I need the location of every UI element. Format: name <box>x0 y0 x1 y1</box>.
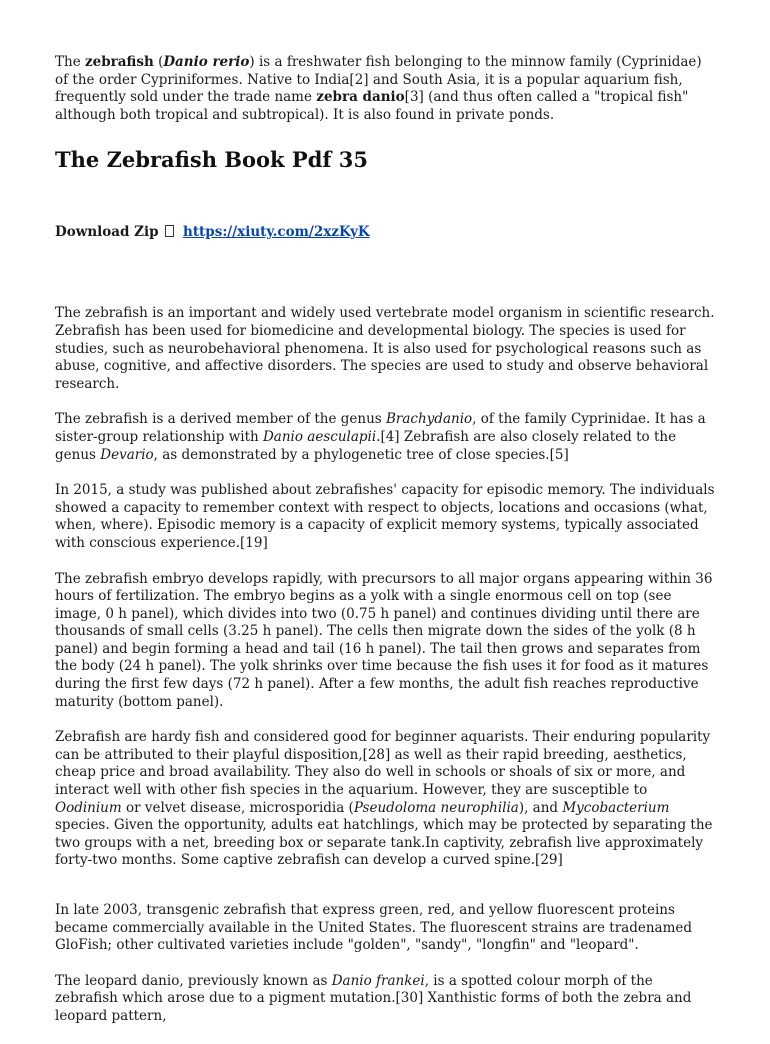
intro-paragraph: The zebrafish (Danio rerio) is a freshwater fish belonging to the minnow family (Cyprinidae) of the order Cypriniformes. Native to India[2] and South Asia, it is a popular aquarium fish, frequently sold under the trade name zebra danio[3] (and thus often called a "tropical fish" although both tropical and subtropical). It is also found in private ponds. <box>55 54 702 123</box>
download-label: Download Zip <box>55 224 159 241</box>
italic-term: Danio rerio <box>163 54 250 70</box>
paragraph-embryo: The zebrafish embryo develops rapidly, with precursors to all major organs appearing within 36 hours of fertilization. The embryo begins as a yolk with a single enormous cell on top (see image, 0 h panel), which divides into two (0.75 h panel) and continues dividing until there are thousands of small cells (3.25 h panel). The cells then migrate down the sides of the yolk (8 h panel) and begin forming a head and tail (16 h panel). The tail then grows and separates from the body (24 h panel). The yolk shrinks over time because the fish uses it for food as it matures during the first few days (72 h panel). After a few months, the adult fish reaches reproductive maturity (bottom panel). <box>55 570 713 710</box>
bold-term: zebra danio <box>316 89 405 106</box>
paragraph-aquarium: Zebrafish are hardy fish and considered good for beginner aquarists. Their enduring popularity can be attributed to their playful disposition,[28] as well as their rapid breeding, aesthetics, cheap price and broad availability. They also do well in schools or shoals of six or more, and interact well with other fish species in the aquarium. However, they are susceptible to Oodinium or velvet disease, microsporidia (Pseudoloma neurophilia), and Mycobacterium species. Given the opportunity, adults eat hatchlings, which may be protected by separating the two groups with a net, breeding box or separate tank.In captivity, zebrafish live approximately forty-two months. Some captive zebrafish can develop a curved spine.[29] <box>55 729 713 869</box>
bold-term: zebrafish <box>84 54 154 70</box>
paragraph-memory: In 2015, a study was published about zebrafishes' capacity for episodic memory. The individuals showed a capacity to remember context with respect to objects, locations and occasions (what, when, where). Episodic memory is a capacity of explicit memory systems, typically associated with conscious experience.[19] <box>55 482 715 551</box>
article <box>55 54 715 1044</box>
download-line <box>55 223 715 241</box>
paragraph-leopard: The leopard danio, previously known as Danio frankei, is a spotted colour morph of the zebrafish which arose due to a pigment mutation.[30] Xanthistic forms of both the zebra and leopard pattern, <box>55 972 692 1024</box>
page-title: The Zebrafish Book Pdf 35 <box>55 147 368 173</box>
paragraph-transgenic: In late 2003, transgenic zebrafish that express green, red, and yellow fluorescent proteins became commercially available in the United States. The fluorescent strains are tradenamed GloFish; other cultivated varieties include "golden", "sandy", "longfin" and "leopard". <box>55 902 693 954</box>
paragraph-taxonomy: The zebrafish is a derived member of the genus Brachydanio, of the family Cyprinidae. It has a sister-group relationship with Danio aesculapii.[4] Zebrafish are also closely related to the genus Devario, as demonstrated by a phylogenetic tree of close species.[5] <box>55 411 706 463</box>
box-glyph-icon <box>165 225 174 237</box>
download-link[interactable]: https://xiuty.com/2xzKyK <box>183 224 370 241</box>
paragraph-model-organism: The zebrafish is an important and widely used vertebrate model organism in scientific research. Zebrafish has been used for biomedicine and developmental biology. The species is used for studies, such as neurobehavioral phenomena. It is also used for psychological reasons such as abuse, cognitive, and affective disorders. The species are used to study and observe behavioral research. <box>55 305 715 392</box>
